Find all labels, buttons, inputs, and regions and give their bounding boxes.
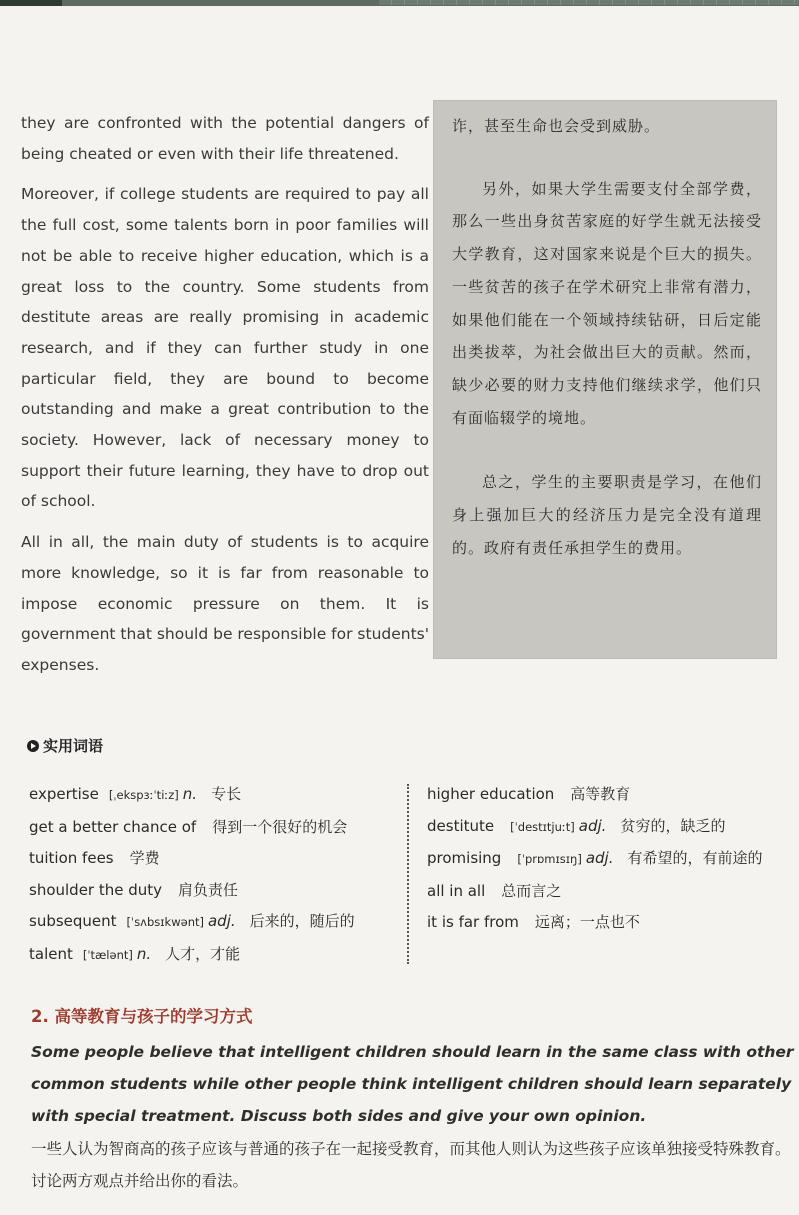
vocab-pos: adj. — [585, 849, 614, 867]
chinese-paragraph-3: 总之，学生的主要职责是学习，在他们身上强加巨大的经济压力是完全没有道理的。政府有责任承担学生的费用。 — [452, 473, 762, 557]
vocab-word: promising — [427, 849, 502, 867]
vocab-meaning: 肩负责任 — [178, 880, 239, 899]
vocab-meaning: 学费 — [129, 849, 160, 867]
vocab-phonetic: [ˈsʌbsɪkwənt] — [126, 915, 204, 929]
vocab-item — [29, 779, 399, 812]
vocab-phonetic: [ˌekspɜːˈtiːz] — [108, 788, 179, 802]
vocab-list-right — [427, 779, 777, 939]
vocab-divider — [407, 784, 409, 964]
english-paragraph-3: All in all, the main duty of students is to acquire more knowledge, so it is far from reasonable to impose economic pressure on them. It is government that should be responsible for students' expenses. — [21, 533, 430, 674]
vocab-item — [29, 843, 399, 875]
vocab-item — [29, 812, 399, 844]
top-edge-pattern — [379, 0, 799, 5]
vocab-heading — [27, 735, 103, 756]
essay-prompt-english: Some people believe that intelligent children should learn in the same class with other common students while other people think intelligent children should learn separately with special treatment. Discuss both sides and give your own opinion. — [31, 1043, 794, 1125]
vocab-pos: n. — [182, 785, 198, 803]
vocab-phonetic: [ˈdestɪtjuːt] — [510, 819, 575, 834]
chinese-translation-column — [452, 110, 762, 596]
chinese-paragraph-1: 诈，甚至生命也会受到威胁。 — [452, 117, 661, 135]
vocab-item — [427, 907, 777, 939]
vocab-word: it is far from — [427, 913, 519, 931]
vocab-meaning: 后来的，随后的 — [249, 912, 355, 930]
vocab-word: get a better chance of — [29, 817, 197, 836]
vocab-word: talent — [29, 944, 73, 963]
vocab-meaning: 总而言之 — [501, 881, 562, 900]
vocab-word: shoulder the duty — [29, 880, 163, 899]
vocab-pos: adj. — [207, 912, 236, 930]
vocab-meaning: 得到一个很好的机会 — [212, 817, 348, 836]
vocab-word: expertise — [29, 785, 99, 803]
vocab-pos: adj. — [578, 816, 607, 835]
vocab-word: tuition fees — [29, 849, 114, 867]
section-title: 2. 高等教育与孩子的学习方式 — [31, 1007, 253, 1026]
vocab-meaning: 远离；一点也不 — [534, 913, 640, 931]
vocab-meaning: 贫穷的，缺乏的 — [620, 816, 726, 835]
chinese-paragraph-2: 另外，如果大学生需要支付全部学费，那么一些出身贫苦家庭的好学生就无法接受大学教育，这对国家来说是个巨大的损失。一些贫苦的孩子在学术研究上非常有潜力，如果他们能在一个领域持续钻研，日后定能出类拔萃，为社会做出巨大的贡献。然而，缺少必要的财力支持他们继续求学，他们只有面临辍学的境地。 — [452, 179, 762, 427]
vocab-item — [29, 939, 399, 972]
vocab-item — [29, 875, 399, 907]
vocab-item — [427, 876, 777, 908]
vocab-meaning: 专长 — [211, 785, 242, 803]
vocab-meaning: 有希望的，有前途的 — [627, 849, 763, 867]
vocab-heading-label: 实用词语 — [43, 737, 104, 755]
vocab-meaning: 人才，才能 — [165, 944, 241, 963]
vocab-item — [427, 811, 777, 844]
vocab-list-left — [29, 779, 399, 971]
essay-prompt-chinese: 一些人认为智商高的孩子应该与普通的孩子在一起接受教育，而其他人则认为这些孩子应该单独接受特殊教育。讨论两方观点并给出你的看法。 — [31, 1140, 791, 1190]
vocab-word: higher education — [427, 785, 555, 803]
vocab-word: subsequent — [29, 912, 117, 930]
vocab-word: destitute — [427, 816, 495, 835]
english-paragraph-2: Moreover, if college students are required to pay all the full cost, some talents born in poor families will not be able to receive higher education, which is a great loss to the country. Some students from destitute areas are really promising in academic research, and if they can further study in one particular field, they are bound to become outstanding and make a great contribution to the society. However, lack of necessary money to support their future learning, they have to drop out of school. — [21, 185, 429, 511]
vocab-pos: n. — [136, 944, 152, 963]
english-paragraph-1: they are confronted with the potential dangers of being cheated or even with their life threatened. — [21, 114, 429, 163]
vocab-meaning: 高等教育 — [570, 785, 631, 803]
vocab-word: all in all — [427, 881, 486, 900]
play-bullet-icon — [27, 740, 39, 752]
english-essay-column — [21, 108, 429, 691]
vocab-phonetic: [ˈtælənt] — [82, 947, 133, 962]
vocab-phonetic: [ˈprɒmɪsɪŋ] — [517, 852, 582, 866]
vocab-item — [427, 779, 777, 811]
vocab-item — [29, 906, 399, 939]
vocab-item — [427, 843, 777, 876]
